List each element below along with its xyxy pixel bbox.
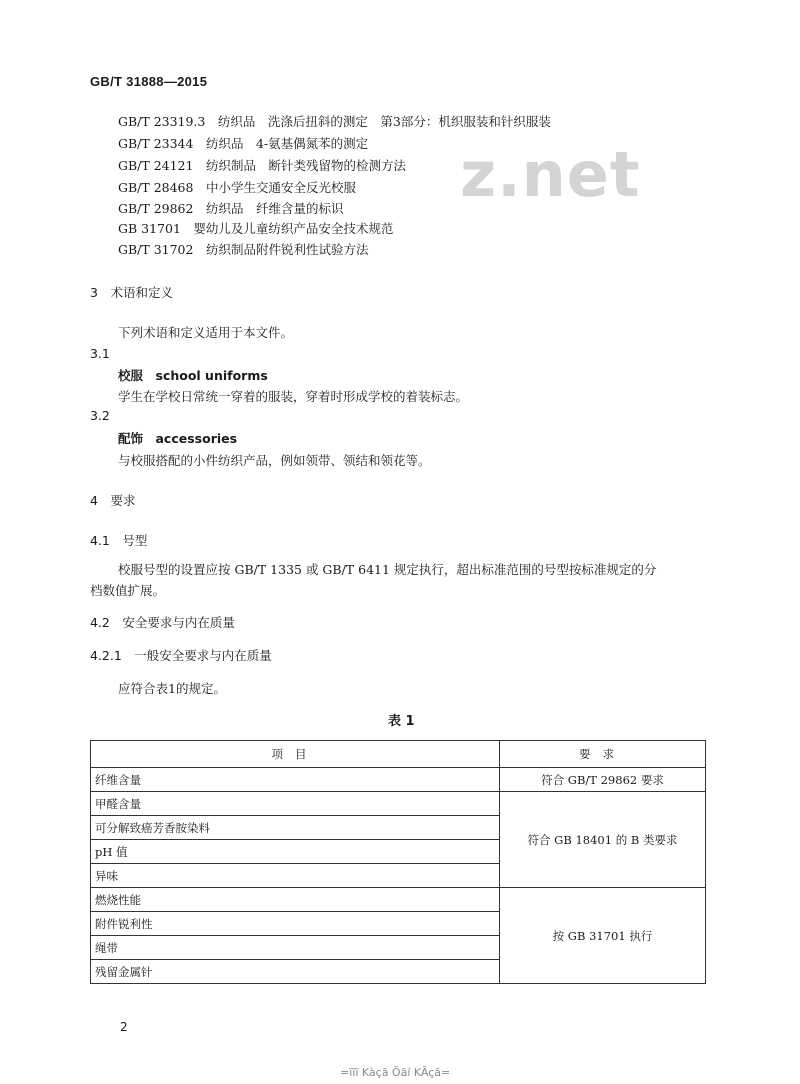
- term-definition: 学生在学校日常统一穿着的服装，穿着时形成学校的着装标志。: [118, 389, 469, 404]
- footer-text: =ïïï Kàçã Õãí KÃçã=: [340, 1066, 451, 1079]
- section-4-heading: 4 要求: [90, 493, 136, 508]
- item-cell: 残留金属针: [91, 960, 500, 984]
- watermark-text: z.net: [460, 138, 641, 211]
- table-row: [91, 792, 706, 816]
- item-cell: 燃烧性能: [91, 888, 500, 912]
- column-header-requirement: 要求: [500, 741, 706, 768]
- requirement-cell: 符合 GB/T 29862 要求: [500, 768, 706, 792]
- page-number: 2: [120, 1020, 128, 1034]
- item-cell: 异味: [91, 864, 500, 888]
- standard-number-header: GB/T 31888—2015: [90, 74, 208, 89]
- section-3-heading: 3 术语和定义: [90, 285, 173, 300]
- column-header-item: 项目: [91, 741, 500, 768]
- section-4-1-text-cont: 档数值扩展。: [90, 583, 166, 598]
- item-cell: 附件锐利性: [91, 912, 500, 936]
- term-definition: 与校服搭配的小件纺织产品，例如领带、领结和领花等。: [118, 453, 431, 468]
- section-4-2-1-text: 应符合表1的规定。: [118, 681, 226, 696]
- table-row: [91, 888, 706, 912]
- table-row: [91, 768, 706, 792]
- reference-item: GB/T 28468 中小学生交通安全反光校服: [118, 180, 356, 195]
- reference-item: GB/T 29862 纺织品 纤维含量的标识: [118, 201, 344, 216]
- term-number: 3.2: [90, 408, 110, 423]
- term-number: 3.1: [90, 346, 110, 361]
- item-cell: 纤维含量: [91, 768, 500, 792]
- section-4-2-heading: 4.2 安全要求与内在质量: [90, 615, 235, 630]
- section-4-2-1-heading: 4.2.1 一般安全要求与内在质量: [90, 648, 272, 663]
- term-name: 校服 school uniforms: [118, 368, 268, 383]
- item-cell: pH 值: [91, 840, 500, 864]
- reference-item: GB/T 24121 纺织制品 断针类残留物的检测方法: [118, 158, 406, 173]
- requirements-table: [90, 740, 706, 984]
- table-header-row: [91, 741, 706, 768]
- reference-item: GB/T 23319.3 纺织品 洗涤后扭斜的测定 第3部分：机织服装和针织服装: [118, 114, 551, 129]
- section-4-1-heading: 4.1 号型: [90, 533, 148, 548]
- reference-item: GB/T 23344 纺织品 4-氨基偶氮苯的测定: [118, 136, 369, 151]
- reference-item: GB 31701 婴幼儿及儿童纺织产品安全技术规范: [118, 221, 394, 236]
- section-4-1-text: 校服号型的设置应按 GB/T 1335 或 GB/T 6411 规定执行，超出标准范围的号型按标准规定的分: [118, 562, 657, 577]
- reference-item: GB/T 31702 纺织制品附件锐利性试验方法: [118, 242, 369, 257]
- item-cell: 可分解致癌芳香胺染料: [91, 816, 500, 840]
- term-name: 配饰 accessories: [118, 431, 238, 446]
- item-cell: 甲醛含量: [91, 792, 500, 816]
- section-3-intro: 下列术语和定义适用于本文件。: [118, 325, 294, 340]
- requirement-cell: 符合 GB 18401 的 B 类要求: [500, 792, 706, 888]
- item-cell: 绳带: [91, 936, 500, 960]
- table-caption: 表 1: [388, 714, 415, 729]
- requirement-cell: 按 GB 31701 执行: [500, 888, 706, 984]
